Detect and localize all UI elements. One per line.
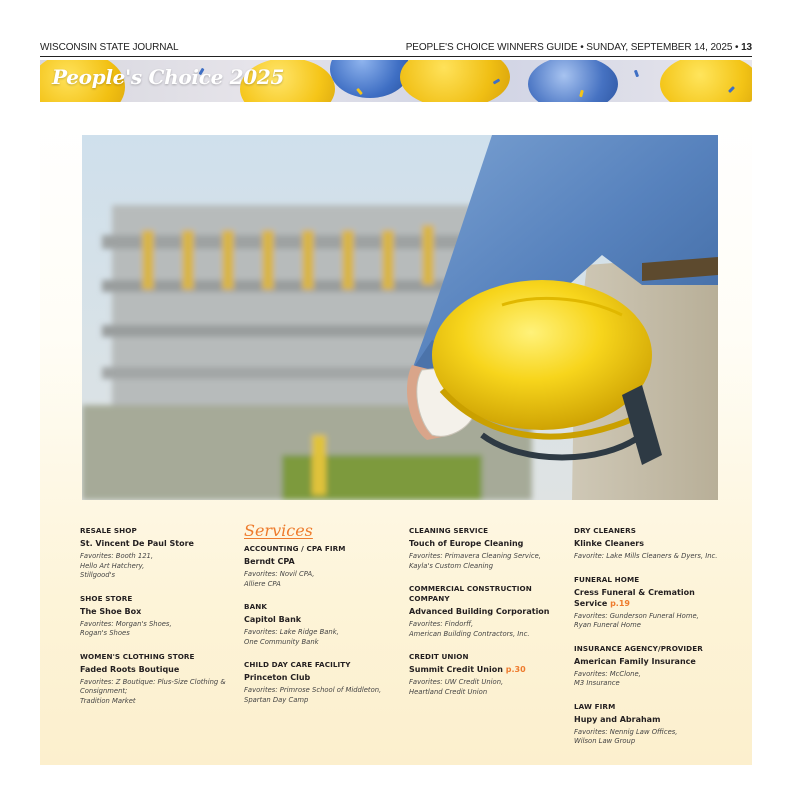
winner-name: St. Vincent De Paul Store: [80, 539, 194, 548]
favorites-list: [80, 620, 236, 639]
winner-name: Capitol Bank: [244, 615, 302, 624]
favorite-line: Tradition Market: [80, 696, 136, 705]
favorite-line: Favorites: Novil CPA,: [244, 570, 315, 578]
category-title: INSURANCE AGENCY/PROVIDER: [574, 643, 703, 653]
favorite-line: Heartland Credit Union: [409, 687, 488, 696]
favorite-line: Favorites: Primrose School of Middleton,: [244, 686, 382, 694]
favorite-line: American Building Contractors, Inc.: [409, 629, 530, 638]
winner-name: Faded Roots Boutique: [80, 664, 180, 674]
services-section-heading: Services: [244, 521, 313, 540]
favorites-list: [574, 612, 730, 631]
category-title: LAW FIRM: [574, 701, 616, 711]
category-title: BANK: [244, 602, 268, 611]
winner-name: Hupy and Abraham: [574, 714, 661, 724]
category-title: DRY CLEANERS: [574, 526, 636, 535]
winner-name: [409, 664, 565, 675]
favorites-list: [409, 552, 565, 571]
favorites-list: [80, 552, 236, 581]
peoples-choice-banner: [40, 60, 752, 102]
category-title: FUNERAL HOME: [574, 574, 640, 584]
favorite-line: Spartan Day Camp: [244, 695, 309, 704]
balloon-blue-1: [330, 60, 410, 98]
winner-name: Advanced Building Corporation: [409, 607, 550, 616]
balloon-yellow-4: [660, 60, 752, 102]
category-title: RESALE SHOP: [80, 526, 137, 535]
category-title: ACCOUNTING / CPA FIRM: [244, 544, 346, 553]
construction-worker-photo: [82, 135, 718, 500]
winner-name: Berndt CPA: [244, 557, 295, 566]
guide-info: [406, 42, 752, 53]
guide-date-line: PEOPLE'S CHOICE WINNERS GUIDE • SUNDAY, SEPTEMBER 14, 2025 •: [405, 42, 739, 53]
favorite-line: Favorites: Gunderson Funeral Home,: [574, 611, 699, 620]
category-title: CHILD DAY CARE FACILITY: [244, 660, 351, 669]
category-title: CREDIT UNION: [409, 652, 469, 661]
category-title: CLEANING SERVICE: [409, 526, 489, 535]
favorite-line: Ryan Funeral Home: [574, 621, 641, 629]
publication-name: WISCONSIN STATE JOURNAL: [40, 42, 179, 53]
balloon-blue-2: [528, 60, 618, 102]
favorite-line: Alliere CPA: [244, 579, 281, 588]
header-rule: [40, 56, 752, 57]
column-1: [80, 526, 236, 706]
favorites-list: [244, 570, 400, 589]
favorites-list: [574, 552, 730, 562]
favorites-list: [409, 620, 565, 639]
category-title: SHOE STORE: [80, 593, 133, 603]
favorite-line: Favorites: Findorff,: [409, 620, 474, 628]
favorites-list: [574, 728, 730, 747]
winner-name: American Family Insurance: [574, 656, 696, 666]
favorite-line: Favorites: Lake Ridge Bank,: [244, 628, 339, 636]
favorite-line: One Community Bank: [244, 637, 319, 646]
construction-photo-illustration: [82, 135, 718, 500]
favorite-line: Favorites: Nennig Law Offices,: [574, 727, 678, 736]
favorite-line: Favorites: UW Credit Union,: [409, 678, 504, 686]
category-title: COMMERCIAL CONSTRUCTION COMPANY: [409, 584, 532, 603]
favorite-line: Hello Art Hatchery,: [80, 561, 145, 570]
favorite-line: Consignment;: [80, 687, 128, 695]
favorite-line: Favorites: McClone,: [574, 669, 641, 678]
favorites-list: [409, 678, 565, 697]
page-reference-link[interactable]: p.30: [505, 665, 526, 674]
column-3: [409, 526, 565, 697]
favorites-list: [80, 678, 236, 707]
column-4: [574, 526, 730, 747]
winner-name: Touch of Europe Cleaning: [409, 539, 524, 548]
favorites-list: [244, 628, 400, 647]
confetti: [634, 70, 639, 78]
masthead: [40, 42, 752, 56]
favorites-list: [574, 670, 730, 689]
favorite-line: M3 Insurance: [574, 679, 620, 687]
favorite-line: Favorites: Morgan's Shoes,: [80, 619, 172, 628]
page-reference-link[interactable]: p.19: [610, 598, 630, 608]
favorite-line: Favorites: Z Boutique: Plus-Size Clothing &: [80, 677, 226, 686]
winner-name: [574, 587, 730, 609]
category-title: WOMEN'S CLOTHING STORE: [80, 651, 195, 661]
winner-name: The Shoe Box: [80, 606, 142, 616]
favorite-line: Favorites: Booth 121,: [80, 552, 154, 560]
winner-label: Cress Funeral & Cremation Service: [574, 587, 695, 608]
favorite-line: Favorites: Primavera Cleaning Service,: [409, 552, 541, 560]
winner-name: Princeton Club: [244, 673, 311, 682]
column-2: [244, 521, 400, 705]
page-number: 13: [741, 42, 752, 53]
banner-title: People's Choice 2025: [52, 65, 285, 89]
winner-name: Klinke Cleaners: [574, 539, 644, 548]
favorite-line: Wilson Law Group: [574, 737, 636, 745]
winner-label: Summit Credit Union: [409, 665, 503, 674]
favorite-line: Rogan's Shoes: [80, 629, 130, 637]
favorite-line: Kayla's Custom Cleaning: [409, 561, 494, 570]
favorites-list: [244, 686, 400, 705]
favorite-line: Stillgood's: [80, 571, 115, 579]
favorite-line: Favorite: Lake Mills Cleaners & Dyers, Inc.: [574, 552, 718, 560]
